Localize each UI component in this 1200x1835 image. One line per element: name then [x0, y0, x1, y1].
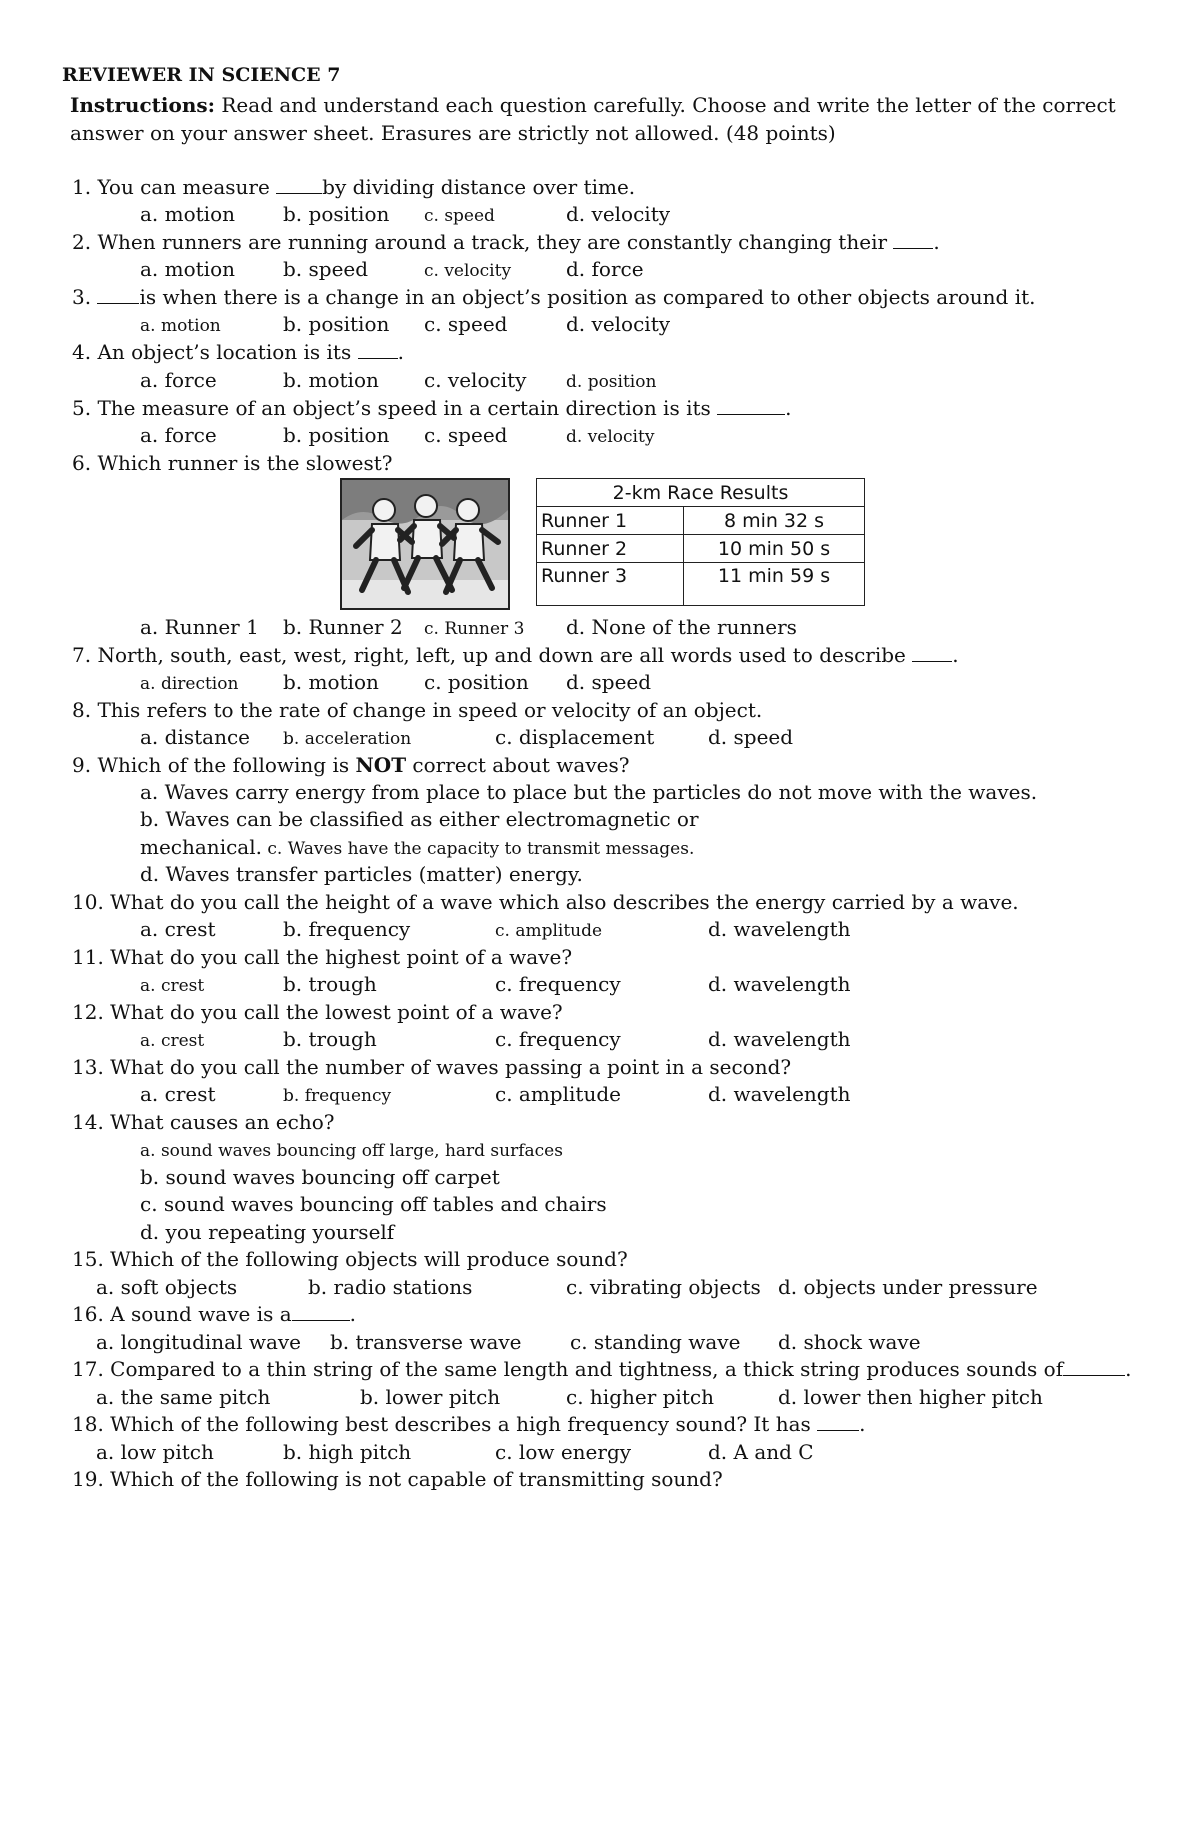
option: c. amplitude	[495, 921, 603, 941]
answer-blank	[717, 396, 785, 415]
option: a. crest	[140, 1082, 216, 1106]
option: a. force	[140, 368, 217, 392]
question-4: 4. An object’s location is its .	[72, 340, 404, 364]
runner-cell: Runner 1	[537, 507, 684, 535]
question-1: 1. You can measure by dividing distance over time.	[72, 175, 636, 199]
option: d. objects under pressure	[778, 1275, 1038, 1299]
option: c. speed	[424, 312, 508, 336]
runner-cell: Runner 2	[537, 535, 684, 563]
option: b. frequency	[283, 1086, 392, 1106]
answer-blank	[97, 285, 139, 304]
question-14: 14. What causes an echo?	[72, 1110, 335, 1134]
table-row	[537, 563, 865, 606]
question-11: 11. What do you call the highest point of a wave?	[72, 945, 573, 969]
option: b. speed	[283, 257, 369, 281]
option: c. velocity	[424, 261, 512, 281]
question-16: 16. A sound wave is a .	[72, 1302, 357, 1326]
option: a. force	[140, 423, 217, 447]
option: a. motion	[140, 316, 221, 336]
option: b. transverse wave	[330, 1330, 522, 1354]
question-9: 9. Which of the following is NOT correct about waves?	[72, 753, 630, 777]
option: a. low pitch	[96, 1440, 214, 1464]
page-title: REVIEWER IN SCIENCE 7	[62, 64, 341, 86]
time-cell: 8 min 32 s	[684, 507, 865, 535]
table-row	[537, 535, 865, 563]
table-header-row	[537, 479, 865, 507]
option: a. crest	[140, 976, 205, 996]
question-19: 19. Which of the following is not capable of transmitting sound?	[72, 1467, 723, 1491]
option: d. wavelength	[708, 917, 851, 941]
question-10: 10. What do you call the height of a wave which also describes the energy carried by a wave.	[72, 890, 1019, 914]
option: d. position	[566, 372, 657, 392]
option: b. position	[283, 202, 390, 226]
option: a. soft objects	[96, 1275, 238, 1299]
option: b. trough	[283, 972, 377, 996]
option: d. force	[566, 257, 644, 281]
runners-image	[340, 478, 510, 610]
option: c. sound waves bouncing off tables and chairs	[140, 1192, 607, 1216]
option: d. lower then higher pitch	[778, 1385, 1043, 1409]
option: b. trough	[283, 1027, 377, 1051]
option: c. frequency	[495, 972, 621, 996]
question-5: 5. The measure of an object’s speed in a certain direction is its .	[72, 396, 792, 420]
option: mechanical. c. Waves have the capacity to transmit messages.	[140, 835, 695, 859]
option: b. motion	[283, 670, 379, 694]
answer-blank	[276, 175, 322, 194]
option: d. wavelength	[708, 1082, 851, 1106]
runners-illustration	[342, 480, 508, 608]
option: b. position	[283, 423, 390, 447]
option: a. sound waves bouncing off large, hard surfaces	[140, 1141, 563, 1161]
option: b. frequency	[283, 917, 411, 941]
option: d. shock wave	[778, 1330, 921, 1354]
option: b. radio stations	[308, 1275, 473, 1299]
option: b. high pitch	[283, 1440, 412, 1464]
answer-blank	[292, 1302, 350, 1321]
option: c. higher pitch	[566, 1385, 714, 1409]
option: d. speed	[566, 670, 652, 694]
option: d. speed	[708, 725, 794, 749]
option: b. motion	[283, 368, 379, 392]
option: d. you repeating yourself	[140, 1220, 395, 1244]
option: c. vibrating objects	[566, 1275, 761, 1299]
runner-cell: Runner 3	[537, 563, 684, 606]
question-7: 7. North, south, east, west, right, left, up and down are all words used to describe .	[72, 643, 959, 667]
option: c. Runner 3	[424, 619, 525, 639]
option: c. velocity	[424, 368, 527, 392]
table-title: 2-km Race Results	[537, 479, 865, 507]
option: b. acceleration	[283, 729, 412, 749]
option: b. lower pitch	[360, 1385, 501, 1409]
option: d. wavelength	[708, 972, 851, 996]
instructions	[70, 91, 1140, 147]
question-13: 13. What do you call the number of waves passing a point in a second?	[72, 1055, 792, 1079]
instructions-label: Instructions:	[70, 93, 216, 117]
time-cell: 10 min 50 s	[684, 535, 865, 563]
answer-blank	[817, 1412, 859, 1431]
option: b. sound waves bouncing off carpet	[140, 1165, 500, 1189]
option: d. velocity	[566, 312, 671, 336]
question-6: 6. Which runner is the slowest?	[72, 451, 393, 475]
option: a. motion	[140, 257, 235, 281]
answer-blank	[912, 643, 952, 662]
option: a. direction	[140, 674, 239, 694]
option: b. Waves can be classified as either electromagnetic or	[140, 807, 699, 831]
option: c. speed	[424, 206, 495, 226]
option: c. frequency	[495, 1027, 621, 1051]
option: c. speed	[424, 423, 508, 447]
option: d. None of the runners	[566, 615, 797, 639]
race-results-table	[536, 478, 865, 606]
option: c. displacement	[495, 725, 655, 749]
table-row	[537, 507, 865, 535]
instructions-text: Read and understand each question carefully. Choose and write the letter of the correct answer on your answer sheet. Erasures are strictly not allowed. (48 points)	[70, 93, 1116, 145]
answer-blank	[1063, 1357, 1125, 1376]
answer-blank	[893, 230, 933, 249]
option: a. crest	[140, 917, 216, 941]
option: c. position	[424, 670, 529, 694]
option: d. wavelength	[708, 1027, 851, 1051]
time-cell: 11 min 59 s	[684, 563, 865, 606]
option: a. Runner 1	[140, 615, 259, 639]
option: a. distance	[140, 725, 250, 749]
option: c. standing wave	[570, 1330, 741, 1354]
option: a. the same pitch	[96, 1385, 271, 1409]
option: c. amplitude	[495, 1082, 621, 1106]
option: a. Waves carry energy from place to place but the particles do not move with the waves.	[140, 780, 1038, 804]
option: b. Runner 2	[283, 615, 403, 639]
option: c. low energy	[495, 1440, 632, 1464]
option: d. Waves transfer particles (matter) energy.	[140, 862, 583, 886]
answer-blank	[358, 340, 398, 359]
option: b. position	[283, 312, 390, 336]
option: a. longitudinal wave	[96, 1330, 302, 1354]
option: d. velocity	[566, 427, 655, 447]
question-12: 12. What do you call the lowest point of a wave?	[72, 1000, 563, 1024]
question-3: 3. is when there is a change in an object’s position as compared to other objects around it.	[72, 285, 1036, 309]
race-figure	[340, 478, 865, 610]
question-17: 17. Compared to a thin string of the same length and tightness, a thick string produces sounds of .	[72, 1357, 1132, 1381]
option: d. velocity	[566, 202, 671, 226]
question-15: 15. Which of the following objects will produce sound?	[72, 1247, 628, 1271]
question-8: 8. This refers to the rate of change in speed or velocity of an object.	[72, 698, 763, 722]
option: a. motion	[140, 202, 235, 226]
option: a. crest	[140, 1031, 205, 1051]
question-2: 2. When runners are running around a track, they are constantly changing their .	[72, 230, 940, 254]
option: d. A and C	[708, 1440, 814, 1464]
question-18: 18. Which of the following best describes a high frequency sound? It has .	[72, 1412, 866, 1436]
